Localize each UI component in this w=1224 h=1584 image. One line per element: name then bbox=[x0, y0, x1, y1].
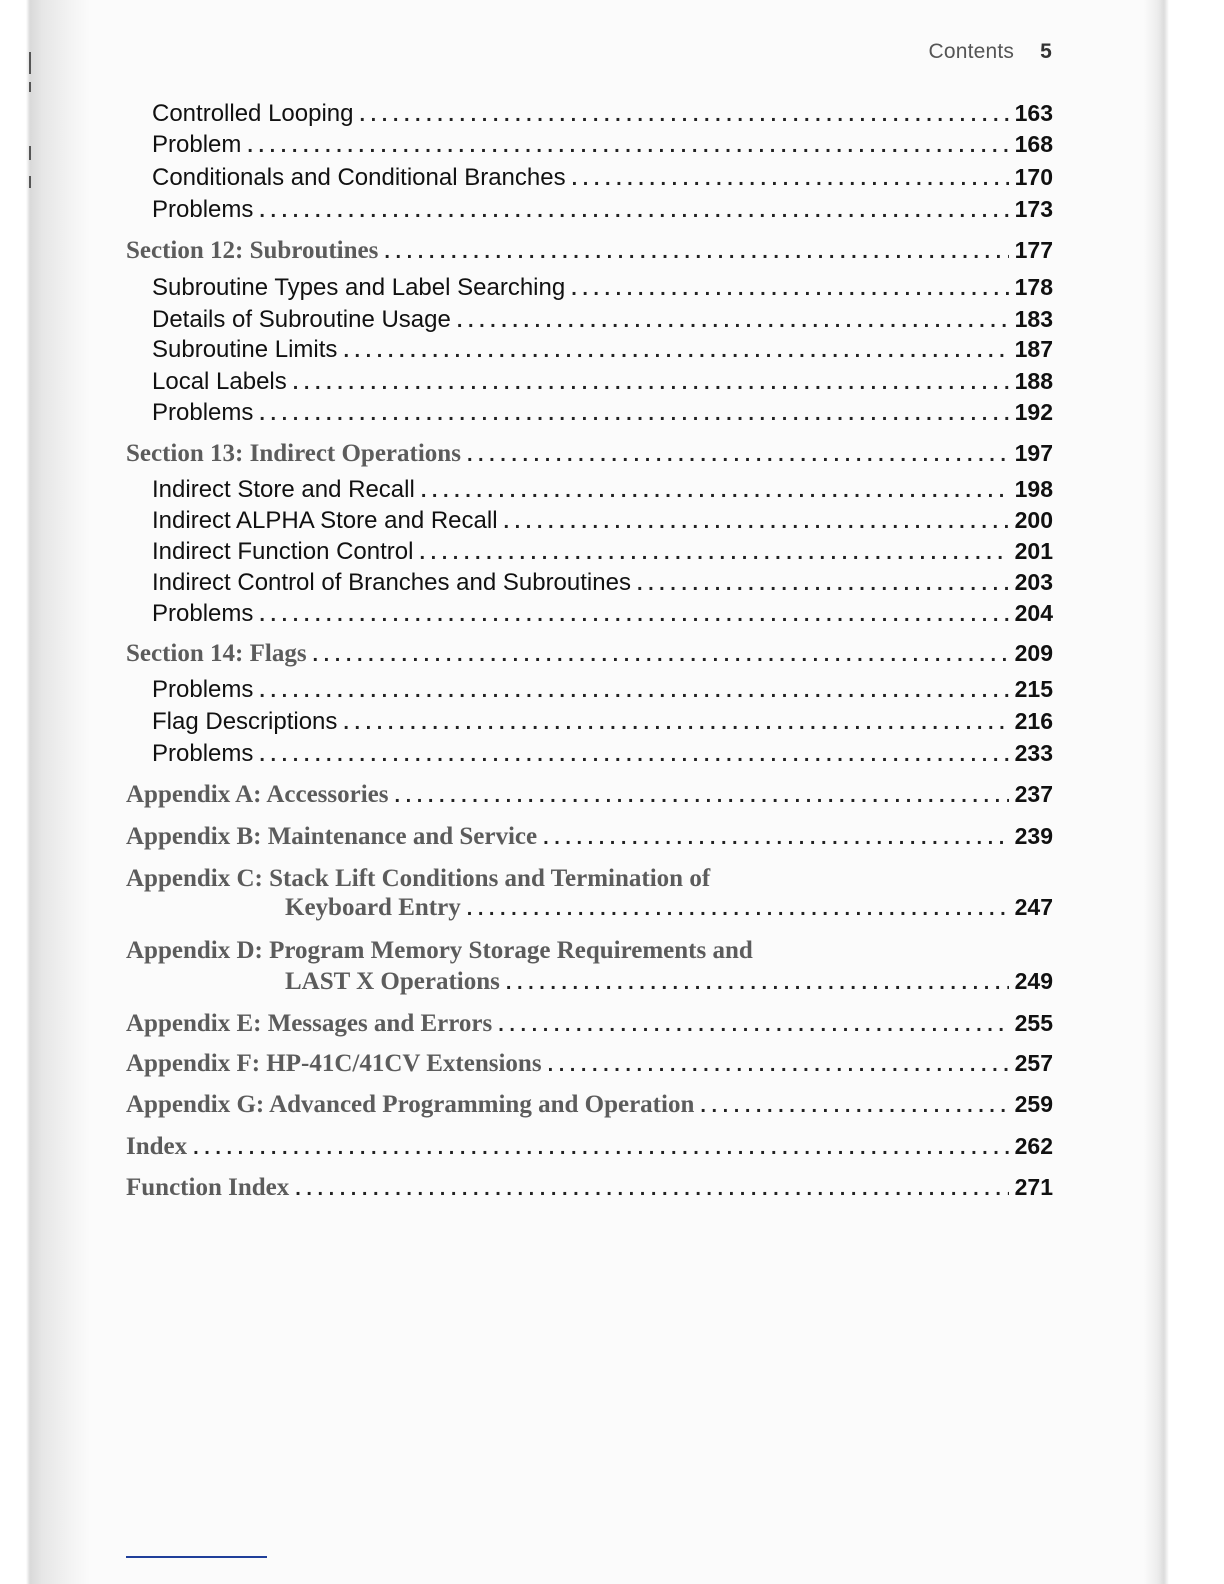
toc-appendix-d-title-line1[interactable]: Appendix D: Program Memory Storage Requirements and bbox=[126, 937, 753, 964]
dot-leader bbox=[295, 1178, 1008, 1201]
toc-section-page: 257 bbox=[1014, 1050, 1053, 1076]
dot-leader bbox=[343, 712, 1008, 735]
toc-entry-problems[interactable] bbox=[152, 676, 1053, 704]
toc-section-title: Appendix B: Maintenance and Service bbox=[126, 823, 538, 850]
toc-section-page: 262 bbox=[1014, 1133, 1053, 1159]
dot-leader bbox=[467, 444, 1009, 467]
toc-appendix-f[interactable] bbox=[126, 1050, 1053, 1078]
toc-section-title: Section 13: Indirect Operations bbox=[126, 440, 461, 467]
toc-entry-page: 183 bbox=[1014, 306, 1053, 332]
toc-entry-problems[interactable] bbox=[152, 399, 1053, 427]
toc-entry-title: Problems bbox=[152, 676, 254, 703]
toc-entry-controlled-looping[interactable] bbox=[152, 100, 1053, 128]
dot-leader bbox=[384, 241, 1008, 264]
dot-leader bbox=[259, 403, 1008, 426]
toc-entry-page: 216 bbox=[1014, 708, 1053, 734]
toc-section-page: 247 bbox=[1014, 894, 1053, 920]
dot-leader bbox=[247, 135, 1008, 158]
toc-section-title: Appendix G: Advanced Programming and Operation bbox=[126, 1091, 695, 1118]
toc-section-title: Appendix F: HP-41C/41CV Extensions bbox=[126, 1050, 542, 1077]
dot-leader bbox=[700, 1095, 1008, 1118]
toc-appendix-d[interactable] bbox=[285, 968, 1053, 996]
toc-entry-title: Local Labels bbox=[152, 368, 287, 395]
toc-entry-page: 187 bbox=[1014, 336, 1053, 362]
dot-leader bbox=[637, 573, 1009, 596]
toc-section-page: 259 bbox=[1014, 1091, 1053, 1117]
toc-entry-title: Indirect Control of Branches and Subroutines bbox=[152, 569, 631, 596]
toc-section-title: Function Index bbox=[126, 1174, 290, 1201]
toc-index[interactable] bbox=[126, 1133, 1053, 1161]
toc-entry-subroutine-limits[interactable] bbox=[152, 336, 1053, 364]
dot-leader bbox=[313, 644, 1009, 667]
toc-section-title-cont: Keyboard Entry bbox=[285, 894, 461, 921]
toc-entry-indirect-alpha[interactable] bbox=[152, 507, 1053, 535]
toc-section-page: 237 bbox=[1014, 781, 1053, 807]
toc-entry-indirect-store[interactable] bbox=[152, 476, 1053, 504]
toc-section-title-cont: LAST X Operations bbox=[285, 968, 500, 995]
toc-entry-page: 204 bbox=[1014, 600, 1053, 626]
toc-entry-page: 173 bbox=[1014, 196, 1053, 222]
dot-leader bbox=[293, 372, 1009, 395]
toc-section-page: 249 bbox=[1014, 968, 1053, 994]
toc-entry-title: Subroutine Types and Label Searching bbox=[152, 274, 566, 301]
dot-leader bbox=[259, 744, 1008, 767]
toc-entry-page: 170 bbox=[1014, 164, 1053, 190]
toc-entry-page: 203 bbox=[1014, 569, 1053, 595]
toc-section-page: 255 bbox=[1014, 1010, 1053, 1036]
dot-leader bbox=[506, 972, 1009, 995]
toc-entry-problems[interactable] bbox=[152, 740, 1053, 768]
dot-leader bbox=[395, 785, 1009, 808]
dot-leader bbox=[259, 200, 1008, 223]
toc-section-13[interactable] bbox=[126, 440, 1053, 468]
footnote-rule bbox=[126, 1556, 267, 1558]
dot-leader bbox=[548, 1054, 1009, 1077]
toc-entry-page: 178 bbox=[1014, 274, 1053, 300]
toc-entry-page: 233 bbox=[1014, 740, 1053, 766]
toc-section-page: 271 bbox=[1014, 1174, 1053, 1200]
toc-entry-title: Details of Subroutine Usage bbox=[152, 306, 451, 333]
toc-entry-page: 188 bbox=[1014, 368, 1053, 394]
toc-section-page: 177 bbox=[1014, 237, 1053, 263]
dot-leader bbox=[359, 104, 1008, 127]
dot-leader bbox=[193, 1137, 1008, 1160]
dot-leader bbox=[543, 827, 1009, 850]
toc-entry-problem[interactable] bbox=[152, 131, 1053, 159]
dot-leader bbox=[571, 278, 1008, 301]
header-page-number: 5 bbox=[1040, 40, 1052, 63]
dot-leader bbox=[498, 1014, 1008, 1037]
dot-leader bbox=[504, 511, 1009, 534]
toc-entry-indirect-function[interactable] bbox=[152, 538, 1053, 566]
toc-entry-title: Indirect Function Control bbox=[152, 538, 414, 565]
dot-leader bbox=[343, 340, 1008, 363]
toc-appendix-e[interactable] bbox=[126, 1010, 1053, 1038]
dot-leader bbox=[457, 310, 1009, 333]
toc-section-14[interactable] bbox=[126, 640, 1053, 668]
toc-section-title: Section 14: Flags bbox=[126, 640, 307, 667]
dot-leader bbox=[467, 898, 1009, 921]
toc-entry-title: Flag Descriptions bbox=[152, 708, 338, 735]
toc-appendix-g[interactable] bbox=[126, 1091, 1053, 1119]
toc-section-page: 239 bbox=[1014, 823, 1053, 849]
toc-entry-subroutine-usage[interactable] bbox=[152, 306, 1053, 334]
toc-function-index[interactable] bbox=[126, 1174, 1053, 1202]
toc-appendix-c-title-line1[interactable]: Appendix C: Stack Lift Conditions and Termination of bbox=[126, 865, 711, 892]
toc-entry-page: 200 bbox=[1014, 507, 1053, 533]
toc-section-page: 197 bbox=[1014, 440, 1053, 466]
toc-entry-local-labels[interactable] bbox=[152, 368, 1053, 396]
running-header bbox=[928, 40, 1052, 64]
toc-entry-title: Indirect Store and Recall bbox=[152, 476, 415, 503]
toc-entry-page: 163 bbox=[1014, 100, 1053, 126]
toc-section-title: Appendix E: Messages and Errors bbox=[126, 1010, 493, 1037]
toc-entry-page: 168 bbox=[1014, 131, 1053, 157]
toc-section-12[interactable] bbox=[126, 237, 1053, 265]
dot-leader bbox=[572, 168, 1009, 191]
dot-leader bbox=[421, 480, 1009, 503]
toc-section-title: Index bbox=[126, 1133, 188, 1160]
scan-left-edge bbox=[0, 0, 90, 1584]
toc-entry-title: Indirect ALPHA Store and Recall bbox=[152, 507, 498, 534]
toc-entry-subroutine-types[interactable] bbox=[152, 274, 1053, 302]
dot-leader bbox=[259, 604, 1008, 627]
header-label: Contents bbox=[928, 40, 1015, 63]
toc-entry-page: 198 bbox=[1014, 476, 1053, 502]
toc-appendix-c[interactable] bbox=[285, 894, 1053, 922]
dot-leader bbox=[259, 680, 1008, 703]
toc-entry-title: Problems bbox=[152, 600, 254, 627]
toc-entry-title: Problem bbox=[152, 131, 242, 158]
toc-entry-page: 201 bbox=[1014, 538, 1053, 564]
toc-section-title: Appendix A: Accessories bbox=[126, 781, 389, 808]
toc-entry-page: 192 bbox=[1014, 399, 1053, 425]
toc-entry-title: Problems bbox=[152, 196, 254, 223]
toc-entry-title: Controlled Looping bbox=[152, 100, 354, 127]
dot-leader bbox=[419, 542, 1008, 565]
toc-entry-conditionals[interactable] bbox=[152, 164, 1053, 192]
toc-entry-page: 215 bbox=[1014, 676, 1053, 702]
scan-right-edge bbox=[1144, 0, 1224, 1584]
toc-entry-title: Subroutine Limits bbox=[152, 336, 338, 363]
toc-entry-title: Conditionals and Conditional Branches bbox=[152, 164, 566, 191]
toc-entry-indirect-branches[interactable] bbox=[152, 569, 1053, 597]
toc-entry-flag-descriptions[interactable] bbox=[152, 708, 1053, 736]
toc-section-page: 209 bbox=[1014, 640, 1053, 666]
toc-appendix-a[interactable] bbox=[126, 781, 1053, 809]
toc-entry-problems[interactable] bbox=[152, 196, 1053, 224]
toc-entry-title: Problems bbox=[152, 740, 254, 767]
toc-appendix-b[interactable] bbox=[126, 823, 1053, 851]
toc-entry-title: Problems bbox=[152, 399, 254, 426]
toc-section-title: Section 12: Subroutines bbox=[126, 237, 379, 264]
toc-entry-problems[interactable] bbox=[152, 600, 1053, 628]
